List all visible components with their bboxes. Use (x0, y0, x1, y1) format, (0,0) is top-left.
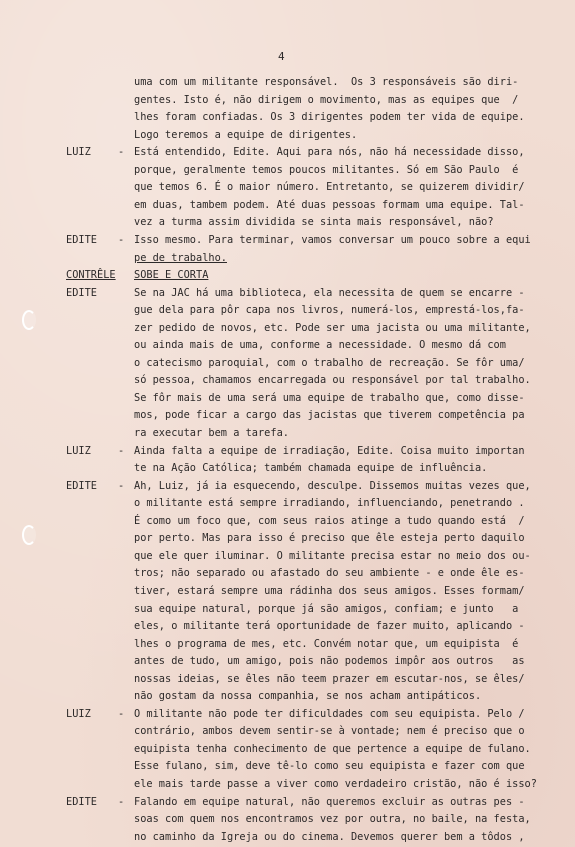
speaker-label: EDITE (66, 233, 97, 246)
line-text: Logo teremos a equipe de dirigentes. (134, 128, 358, 141)
line-text: soas com quem nos encontramos vez por outra, no baile, na festa, (134, 813, 531, 826)
line-text: em duas, tambem podem. Até duas pessoas formam uma equipe. Tal- (134, 198, 525, 211)
speaker-label: CONTRÊLE (66, 269, 116, 282)
punch-hole (22, 310, 36, 330)
line-text: contrário, ambos devem sentir-se à vontade; nem é preciso que o (134, 725, 525, 738)
line-text: no caminho da Igreja ou do cinema. Devemos querer bem a tôdos , (134, 830, 525, 843)
line-text: nossas ideias, se êles não teem prazer em escutar-nos, se êles/ (134, 672, 525, 685)
dialogue-dash: - (118, 707, 125, 720)
line-text: zer pedido de novos, etc. Pode ser uma jacista ou uma militante, (134, 321, 531, 334)
speaker-label: EDITE (66, 479, 97, 492)
line-text: não gostam da nossa companhia, se nos acham antipáticos. (134, 690, 482, 703)
speaker-label: EDITE (66, 286, 97, 299)
line-text: Se fôr mais de uma será uma equipe de trabalho que, como disse- (134, 391, 525, 404)
dialogue-dash: - (118, 479, 125, 492)
line-text: uma com um militante responsável. Os 3 responsáveis são diri- (134, 76, 519, 88)
line-text: antes de tudo, um amigo, pois não podemos impôr aos outros as (134, 655, 525, 668)
line-text: ou ainda mais de uma, conforme a necessidade. O mesmo dá com (134, 339, 506, 352)
line-text: o militante está sempre irradiando, influenciando, penetrando . (134, 497, 525, 510)
speaker-label: LUIZ (66, 707, 91, 720)
line-text: tros; não separado ou afastado do seu ambiente - e onde êle es- (134, 567, 525, 580)
line-text: eles, o militante terá oportunidade de fazer muito, aplicando - (134, 620, 525, 633)
line-text: Está entendido, Edite. Aqui para nós, não há necessidade disso, (134, 146, 525, 159)
line-text: gentes. Isto é, não dirigem o movimento, mas as equipes que / (134, 93, 519, 106)
dialogue-dash: - (118, 795, 125, 808)
line-text: o catecismo paroquial, com o trabalho de recreação. Se fôr uma/ (134, 356, 525, 369)
line-text: Isso mesmo. Para terminar, vamos conversar um pouco sobre a equi (134, 233, 531, 246)
line-text: só pessoa, chamamos encarregada ou responsável por tal trabalho. (134, 374, 531, 387)
line-text: Se na JAC há uma biblioteca, ela necessita de quem se encarre - (134, 286, 525, 299)
dialogue-dash: - (118, 444, 125, 457)
line-text: te na Ação Católica; também chamada equipe de influência. (134, 462, 488, 475)
line-text: Ah, Luiz, já ia esquecendo, desculpe. Dissemos muitas vezes que, (134, 479, 531, 492)
line-text: que ele quer iluminar. O militante precisa estar no meio dos ou- (134, 549, 531, 562)
punch-hole (22, 525, 36, 545)
speaker-label: EDITE (66, 795, 97, 808)
speaker-label: LUIZ (66, 444, 91, 457)
line-text: mos, pode ficar a cargo das jacistas que tiverem competência pa (134, 409, 525, 422)
line-text: gue dela para pôr capa nos livros, numerá-los, emprestá-los,fa- (134, 304, 525, 317)
dialogue-dash: - (118, 233, 125, 246)
line-text: Falando em equipe natural, não queremos excluir as outras pes - (134, 795, 525, 808)
line-text: por perto. Mas para isso é preciso que êle esteja perto daquilo (134, 532, 525, 545)
line-text: vez a turma assim dividida se sinta mais responsável, não? (134, 216, 494, 229)
line-text: ra executar bem a tarefa. (134, 427, 289, 439)
line-text: que temos 6. É o maior número. Entretanto, se quizerem dividir/ (134, 181, 525, 194)
line-text: porque, geralmente temos poucos militantes. Só em São Paulo é (134, 163, 519, 176)
line-text: É como um foco que, com seus raios atinge a tudo quando está / (134, 514, 525, 527)
dialogue-dash: - (118, 146, 125, 159)
line-text: lhes o programa de mes, etc. Convém notar que, um equipista é (134, 637, 519, 650)
line-text: SOBE E CORTA (134, 269, 209, 282)
line-text: sua equipe natural, porque já são amigos, confiam; e junto a (134, 602, 519, 615)
line-text: ele mais tarde passe a viver como verdadeiro cristão, não é isso? (134, 778, 537, 790)
line-text: equipista tenha conhecimento de que pertence a equipe de fulano. (134, 742, 531, 755)
page-number: 4 (278, 50, 285, 63)
line-text: Ainda falta a equipe de irradiação, Edite. Coisa muito importan (134, 444, 525, 457)
line-text: O militante não pode ter dificuldades com seu equipista. Pelo / (134, 707, 525, 720)
line-text: pe de trabalho. (134, 251, 227, 264)
line-text: tiver, estará sempre uma rádinha dos seus amigos. Esses formam/ (134, 584, 525, 597)
line-text: lhes foram confiadas. Os 3 dirigentes podem ter vida de equipe. (134, 111, 525, 124)
line-text: Esse fulano, sim, deve tê-lo como seu equipista e fazer com que (134, 760, 525, 773)
speaker-label: LUIZ (66, 146, 91, 159)
